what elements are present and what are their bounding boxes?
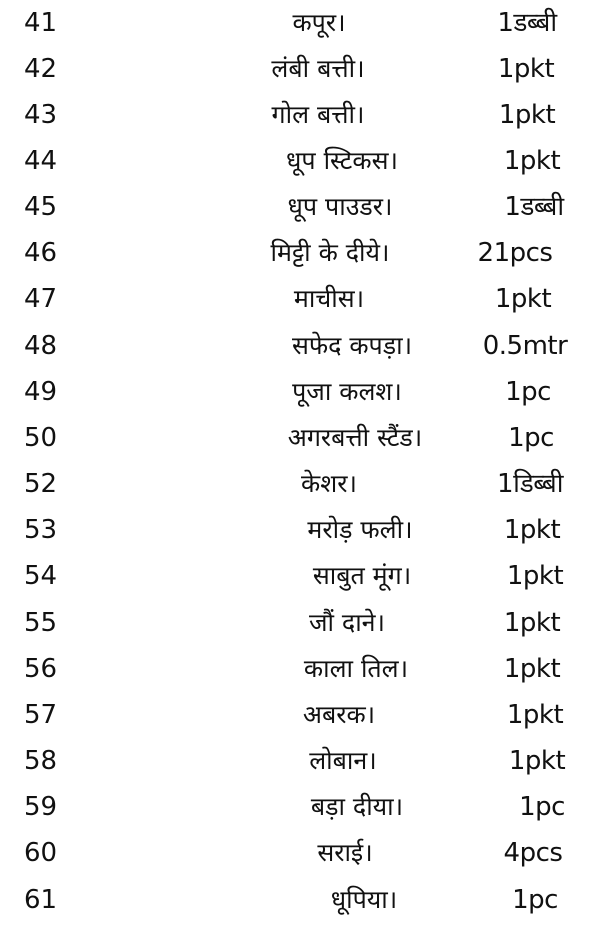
- item-name: लंबी बत्ती।: [271, 54, 365, 83]
- item-number: 58: [24, 746, 58, 776]
- item-quantity: 1pkt: [503, 515, 561, 545]
- item-quantity: 4pcs: [503, 838, 563, 868]
- item-name: मिट्टी के दीये।: [270, 238, 390, 267]
- item-name: अगरबत्ती स्टैंड।: [287, 423, 423, 452]
- item-name: धूप स्टिकस।: [286, 146, 398, 175]
- item-quantity: 1pc: [519, 792, 565, 822]
- list-item: [0, 418, 600, 458]
- list-item: [0, 187, 600, 227]
- list-item: [0, 556, 600, 596]
- item-quantity: 1pkt: [497, 54, 555, 84]
- list-item: [0, 326, 600, 366]
- item-number: 57: [24, 700, 58, 730]
- item-name: केशर।: [301, 469, 357, 498]
- list-item: [0, 279, 600, 319]
- item-number: 45: [24, 192, 58, 222]
- item-quantity: 1pkt: [503, 146, 561, 176]
- item-quantity: 1pkt: [498, 100, 556, 130]
- item-name: धूप पाउडर।: [287, 192, 393, 221]
- item-name: जौं दाने।: [308, 608, 386, 637]
- list-item: [0, 833, 600, 873]
- item-number: 41: [24, 8, 58, 38]
- list-item: [0, 464, 600, 504]
- item-name: सफेद कपड़ा।: [291, 331, 413, 360]
- list-item: [0, 880, 600, 920]
- item-quantity: 1pkt: [506, 561, 564, 591]
- item-quantity: 0.5mtr: [482, 331, 568, 361]
- item-quantity: 1pkt: [503, 608, 561, 638]
- item-quantity: 1pkt: [508, 746, 566, 776]
- item-name: लोबान।: [309, 746, 377, 775]
- item-number: 53: [24, 515, 58, 545]
- item-name: माचीस।: [293, 284, 365, 313]
- item-name: काला तिल।: [303, 654, 409, 683]
- item-number: 52: [24, 469, 58, 499]
- item-quantity: 1pkt: [506, 700, 564, 730]
- list-item: [0, 3, 600, 43]
- item-name: पूजा कलश।: [292, 377, 402, 406]
- list-item: [0, 510, 600, 550]
- item-number: 42: [24, 54, 58, 84]
- list-item: [0, 49, 600, 89]
- item-number: 46: [24, 238, 58, 268]
- item-number: 43: [24, 100, 58, 130]
- list-item: [0, 695, 600, 735]
- item-number: 56: [24, 654, 58, 684]
- item-number: 54: [24, 561, 58, 591]
- list-item: [0, 141, 600, 181]
- item-name: बड़ा दीया।: [310, 792, 404, 821]
- item-quantity: 21pcs: [477, 238, 553, 268]
- item-name: कपूर।: [292, 8, 346, 37]
- list-item: [0, 741, 600, 781]
- item-number: 44: [24, 146, 58, 176]
- item-name: सराई।: [317, 838, 373, 867]
- list-item: [0, 787, 600, 827]
- list-item: [0, 372, 600, 412]
- item-quantity: 1pc: [508, 423, 554, 453]
- item-quantity: 1pc: [512, 885, 558, 915]
- item-name: साबुत मूंग।: [312, 561, 412, 590]
- item-number: 59: [24, 792, 58, 822]
- item-quantity: 1pc: [505, 377, 551, 407]
- list-item: [0, 95, 600, 135]
- item-name: धूपिया।: [330, 885, 398, 914]
- item-number: 49: [24, 377, 58, 407]
- list-item: [0, 649, 600, 689]
- item-name: अबरक।: [302, 700, 376, 729]
- item-quantity: 1डब्बी: [504, 192, 564, 222]
- item-number: 61: [24, 885, 58, 915]
- item-number: 60: [24, 838, 58, 868]
- item-name: मरोड़ फली।: [307, 515, 413, 544]
- item-quantity: 1pkt: [503, 654, 561, 684]
- item-name: गोल बत्ती।: [271, 100, 365, 129]
- item-quantity: 1डब्बी: [497, 8, 557, 38]
- item-number: 48: [24, 331, 58, 361]
- item-number: 55: [24, 608, 58, 638]
- item-number: 47: [24, 284, 58, 314]
- item-quantity: 1pkt: [494, 284, 552, 314]
- item-number: 50: [24, 423, 58, 453]
- list-item: [0, 603, 600, 643]
- list-item: [0, 233, 600, 273]
- item-quantity: 1डिब्बी: [497, 469, 563, 499]
